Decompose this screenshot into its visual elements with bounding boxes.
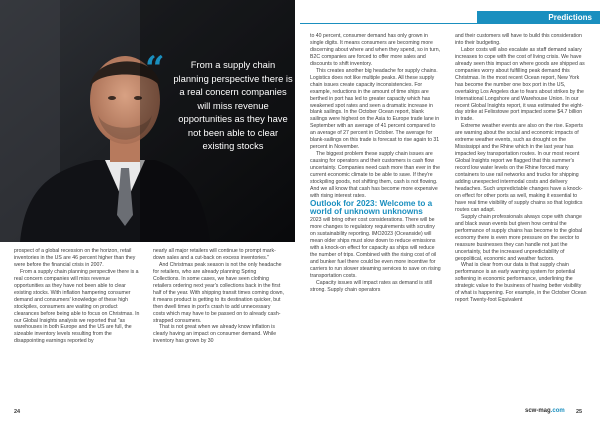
- page-number-left: 24: [14, 409, 21, 415]
- brand-suffix: .com: [550, 408, 565, 414]
- brand-url: [525, 408, 565, 414]
- column-4: [455, 33, 587, 304]
- paragraph: The biggest problem these supply chain issues are causing for operators and their customers is cash flow uncertainty. Companies need cash more than ever in the current economic climate to be able to save. If they're stockpiling goods, not shifting them, cash is not flowing. And we all know that cash has become more expensive with rising interest rates.: [310, 151, 440, 199]
- paragraph: Supply chain professionals always cope with change and black swan events but given how central the performance of supply chains has become to the global economy there is even more pressure on the sector to reassure businesses they can handle not just the uncertainty, but the increased unpredictability of geopolitical, economic and weather factors.: [455, 213, 583, 262]
- column-1: [14, 248, 141, 345]
- paragraph: From a supply chain planning perspective there is a real concern companies will miss revenue opportunities as they have not been able to clear existing stocks. With inflation hampering consumer demand and consumers' knowledge of these high stockpiles, consumers are waiting on product clearances before being able to focus on Christmas. In our Global Insights analysis we reported that "as warehouses in both Europe and the US are full, the sizeable inventory levels resulting from the disappointing earnings reported by: [14, 268, 140, 345]
- paragraph: and their customers will have to build this consideration into their budgeting.: [455, 33, 582, 46]
- paragraph: 2023 will bring other cost considerations. There will be more changes to regulatory requirements with scrutiny on sustainability reporting. IMO2023 (Oceanside) will mean older ships must slow down to reduce emissions with a knock-on effect for capacity as ships will reduce the number of trips. Combined with the rising cost of oil and bunker fuel there could be even more incentive for carriers to run slower steaming services to save on rising transportation costs.: [310, 217, 441, 279]
- paragraph: That is not great when we already know inflation is clearly having an impact on consumer demand. While inventory has grown by 30: [153, 324, 277, 345]
- header-rule: [300, 23, 477, 24]
- page-number-right: 25: [576, 409, 583, 415]
- pull-quote: From a supply chain planning perspective there is a real concern companies will miss revenue opportunities as they have not been able to clear existing stocks: [173, 59, 293, 151]
- paragraph: prospect of a global recession on the horizon, retail inventories in the US are 46 percent higher than they were before the financial crisis in 2007.: [14, 248, 136, 268]
- quote-mark-icon: “: [145, 49, 165, 89]
- paragraph: Capacity issues will impact rates as demand is still strong. Supply chain operators: [310, 279, 432, 293]
- paragraph: This creates another big headache for supply chains. Logistics does not like multiple peaks. All these supply chain issues create capacity inconsistencies. For example, reductions in the amount of time ships are berthed in port has led to greater capacity which has weakened spot rates and seen a dramatic increase in blank sailings. In the October Ocean report, blank sailings were highest on the Asia to Europe trade lane in September with an average of 41 percent compared to an average of 27 percent in October. The average for blank-sailings on this trade is forecast to rise again to 31 percent in November.: [310, 67, 440, 151]
- paragraph: to 40 percent, consumer demand has only grown in single digits. It means consumers are becoming more discerning about where and when they spend, so in turn, B2C companies are forced to offer more sales and discounts to shift inventory.: [310, 33, 441, 67]
- subheading: Outlook for 2023: Welcome to a world of unknown unknowns: [310, 198, 433, 217]
- paragraph: Labor costs will also escalate as staff demand salary increases to cope with the cost of living crisis. We have already seen this impact on where goods are shipped as companies worry about fulfilling peak demand this Christmas. In the most recent Ocean report, New York has become the number one box port in the US, overtaking Los Angeles due to fears about strikes by the International Longshore and Warehouse Union. In our recent Global Insights report, it was estimated the eight-day strike at Felixstowe port impacted some $4.7 billion in trade.: [455, 46, 585, 123]
- paragraph: Extreme weather events are also on the rise. Experts are warning about the social and economic impacts of extreme weather events, such as drought on the Mississippi and the Rhine which in the last year has impacted key transportation routes. In our most recent Global Insights report we flagged that this summer's record low water levels on the Rhine forced many containers to use rail networks and trucks for shipping adding unexpected intermodal costs and delivery headaches. Such unpredictable changes have a knock-on effect for other ports as well, making it essential to have real time visibility of supply chains so that logistics routes can adapt.: [455, 123, 583, 213]
- section-title: Predictions: [548, 13, 592, 22]
- paragraph: And Christmas peak season is not the only headache for retailers, who are already planning Spring Collections. In some cases, we have seen clothing retailers ordering next year's collections back in the first half of the year. With shipping transit times coming down, it means product is getting to its destination quicker, but then dwell times in port's crash to add unnecessary costs which may have to be passed on to already cash-strapped consumers.: [153, 261, 284, 324]
- column-2: [153, 248, 284, 345]
- column-3: [310, 33, 441, 294]
- paragraph: What is clear from our data is that supply chain performance is an early warning system for potential softening in economic performance, underlining the strategic value to the business of having better visibility of what is happening. For example, in the October Ocean report Twenty-foot Equivalent: [455, 262, 587, 304]
- brand-main: scw-mag: [525, 408, 551, 414]
- paragraph: nearly all major retailers will continue to prompt mark-down sales and a cut-back on excess inventories.": [153, 248, 276, 261]
